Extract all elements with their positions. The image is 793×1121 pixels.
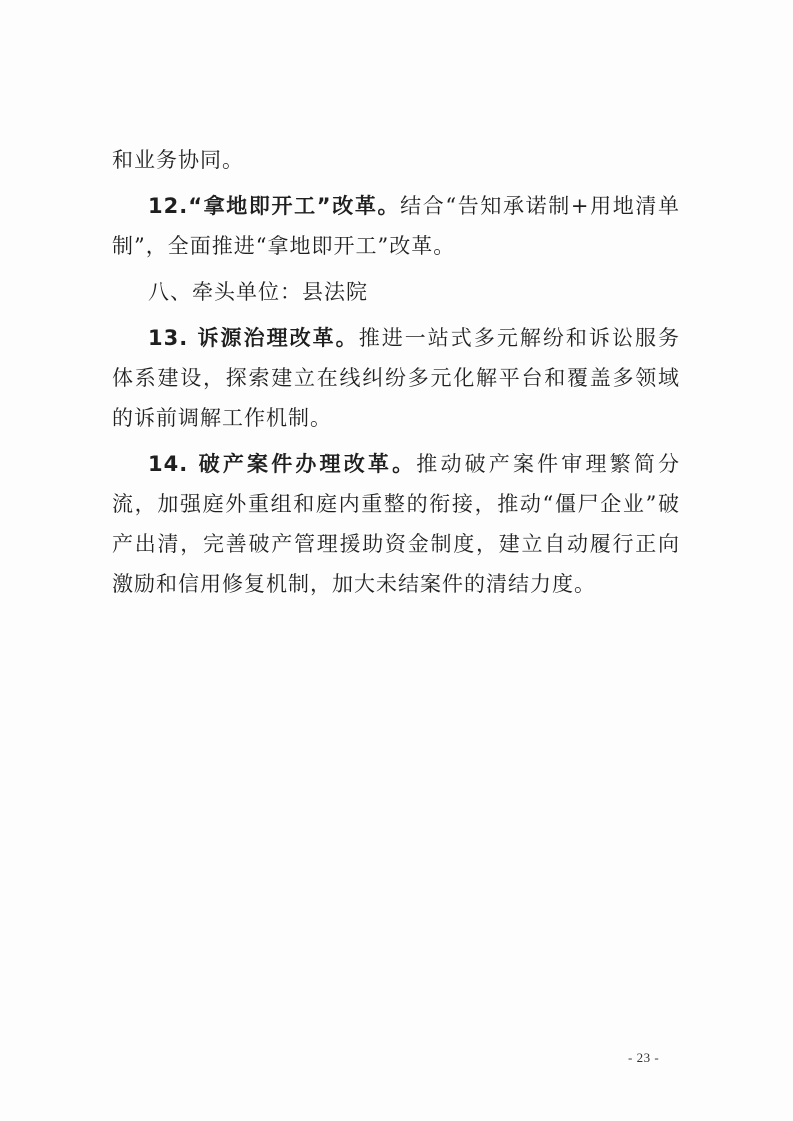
item-13-paragraph xyxy=(112,318,680,438)
item-13-text: 推进一站式多元解纷和诉讼服务体系建设，探索建立在线纠纷多元化解平台和覆盖多领域的诉前调解工作机制。 xyxy=(112,326,681,430)
item-13-title: 13. 诉源治理改革。 xyxy=(148,326,359,350)
page-number: - 23 - xyxy=(628,1050,660,1065)
section-heading: 八、牵头单位：县法院 xyxy=(148,280,368,304)
item-14-paragraph xyxy=(112,444,680,604)
item-12-title: 12.“拿地即开工”改革。 xyxy=(148,194,401,218)
document-body xyxy=(112,140,680,610)
item-14-text: 推动破产案件审理繁简分流，加强庭外重组和庭内重整的衔接，推动“僵尸企业”破产出清，完善破产管理援助资金制度，建立自动履行正向激励和信用修复机制，加大未结案件的清结力度。 xyxy=(112,452,681,596)
item-14-title: 14. 破产案件办理改革。 xyxy=(148,452,417,476)
item-12-text: 结合“告知承诺制+用地清单制”，全面推进“拿地即开工”改革。 xyxy=(112,194,680,258)
item-12-paragraph xyxy=(112,186,680,266)
continuation-paragraph: 和业务协同。 xyxy=(112,148,244,172)
